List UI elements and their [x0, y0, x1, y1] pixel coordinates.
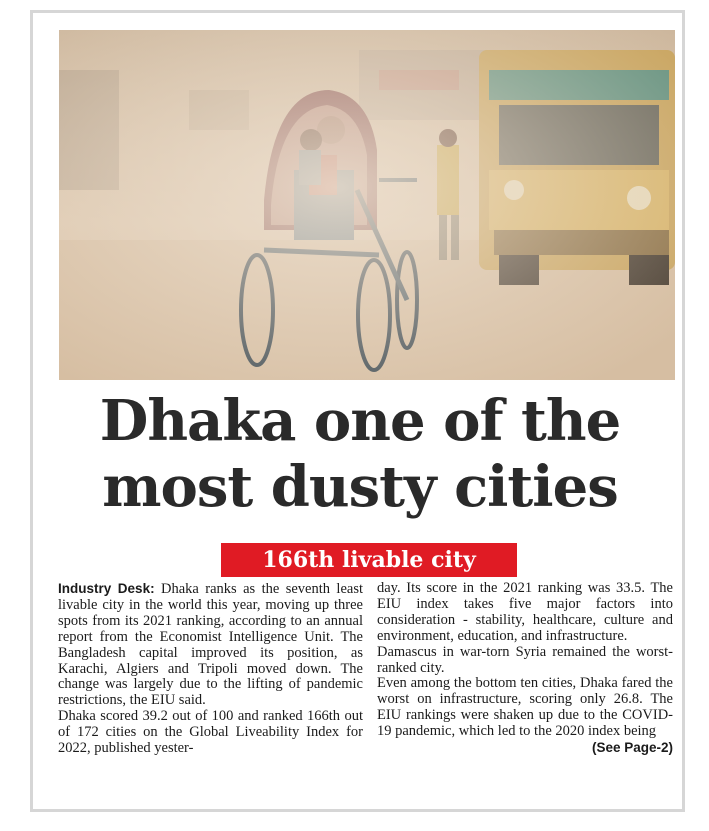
headline	[40, 388, 680, 520]
article-column-right	[377, 581, 673, 756]
photo-illustration	[59, 30, 675, 380]
lead-paragraph	[58, 581, 363, 709]
continued-link: (See Page-2)	[591, 740, 673, 756]
rickshaw-on-dusty-road-photo	[59, 30, 675, 380]
paragraph: Damascus in war-torn Syria remained the worst-ranked city.	[377, 643, 673, 676]
paragraph-final-text: Even among the bottom ten cities, Dhaka fared the worst on infrastructure, scoring only 26.8. The EIU rankings were shaken up due to the COVID-19 pandemic, which led to the 2020 index being	[377, 675, 673, 740]
paragraph: Dhaka scored 39.2 out of 100 and ranked 166th out of 172 cities on the Global Liveability Index for 2022, published yester-	[58, 708, 363, 757]
headline-line-2: most dusty cities	[102, 454, 618, 520]
byline: Industry Desk:	[58, 581, 155, 596]
lead-paragraph-text: Dhaka ranks as the seventh least livable city in the world this year, moving up three spots from its 2021 ranking, according to an annual report from the Economist Intelligence Unit. The Bangladesh capital improved its position, as Karachi, Algiers and Tripoli moved down. The change was largely due to the lifting of pandemic restrictions, the EIU said.	[58, 581, 363, 709]
article-column-left	[58, 581, 363, 757]
paragraph: day. Its score in the 2021 ranking was 33.5. The EIU index takes five major factors into consideration - stability, healthcare, culture and environment, education, and infrastructure.	[377, 580, 673, 644]
headline-line-1: Dhaka one of the	[99, 388, 621, 454]
paragraph-final	[377, 675, 673, 756]
subheadline-banner: 166th livable city	[221, 543, 517, 577]
